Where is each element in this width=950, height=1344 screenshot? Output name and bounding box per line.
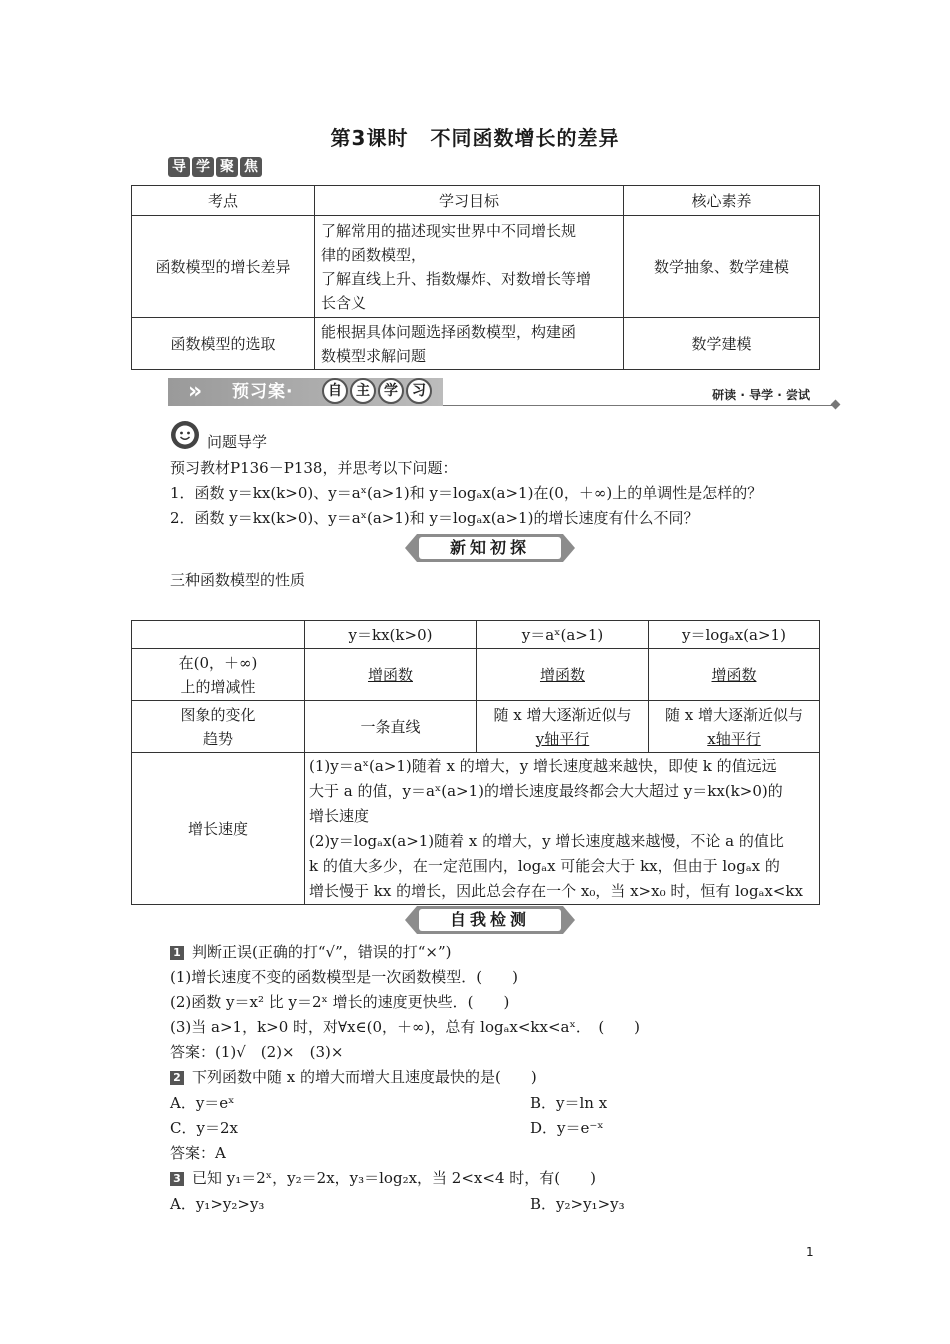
question-stem: 判断正误(正确的打“√”，错误的打“×”) — [192, 943, 452, 961]
trend-line: y轴平行 — [535, 729, 590, 748]
monotonic-value: 增函数 — [539, 665, 585, 684]
row-goal — [315, 318, 624, 370]
option-b: B．y₂>y₁>y₃ — [530, 1195, 625, 1213]
row-point: 函数模型的增长差异 — [132, 216, 315, 318]
trend-logarithmic — [649, 701, 820, 753]
row-label: 增长速度 — [132, 753, 305, 905]
banner-char: 学 — [378, 378, 404, 404]
row-point: 函数模型的选取 — [132, 318, 315, 370]
row-literacy: 数学抽象、数学建模 — [624, 216, 820, 318]
goal-line: 律的函数模型， — [321, 245, 427, 264]
new-knowledge-pill — [405, 534, 575, 562]
knowledge-heading: 三种函数模型的性质 — [170, 571, 306, 589]
trend-line: 随 x 增大逐渐近似与 — [493, 705, 632, 724]
answer: 答案：(1)√ (2)× (3)× — [170, 1043, 344, 1061]
banner-right-label: 研读 · 导学 · 尝试 — [712, 388, 810, 402]
judgment-item: (3)当 a>1，k>0 时，对∀x∈(0，＋∞)，总有 logₐx<kx<aˣ． ( ) — [170, 1018, 641, 1036]
header-literacy: 核心素养 — [624, 186, 820, 216]
table-row — [132, 649, 820, 701]
speed-description — [305, 753, 820, 905]
preview-question-2: 2．函数 y＝kx(k>0)、y＝aˣ(a>1)和 y＝logₐx(a>1)的增长速度有什么不同？ — [170, 509, 699, 527]
row-literacy: 数学建模 — [624, 318, 820, 370]
speed-line: 增长速度 — [309, 806, 370, 825]
label-line: 在(0，＋∞) — [178, 653, 258, 672]
objectives-table — [131, 185, 820, 370]
header-goal: 学习目标 — [315, 186, 624, 216]
row-label — [132, 701, 305, 753]
preview-question-1: 1．函数 y＝kx(k>0)、y＝aˣ(a>1)和 y＝logₐx(a>1)在(0，＋∞)上的单调性是怎样的？ — [170, 484, 763, 502]
table-row — [132, 701, 820, 753]
section-tag — [168, 157, 262, 177]
goal-line: 数模型求解问题 — [321, 346, 427, 365]
pill-label: 自我检测 — [419, 909, 561, 931]
row-goal — [315, 216, 624, 318]
table-row — [132, 753, 820, 905]
banner-char: 主 — [350, 378, 376, 404]
option-c: C．y＝2x — [170, 1119, 238, 1137]
judgment-item: (1)增长速度不变的函数模型是一次函数模型．( ) — [170, 968, 518, 986]
banner-chars — [322, 378, 432, 404]
page-title — [0, 122, 950, 151]
label-line: 趋势 — [202, 729, 233, 748]
banner-label: 预习案· — [232, 382, 294, 402]
trend-line: 随 x 增大逐渐近似与 — [665, 705, 803, 724]
preview-heading: 问题导学 — [207, 433, 268, 451]
question-1 — [170, 940, 452, 964]
question-3 — [170, 1166, 596, 1190]
question-2 — [170, 1065, 537, 1089]
label-line: 上的增减性 — [180, 677, 256, 696]
preview-banner — [168, 376, 838, 408]
tag-char: 导 — [168, 157, 190, 177]
header-linear: y＝kx(k>0) — [305, 621, 477, 649]
tag-char: 学 — [192, 157, 214, 177]
answer: 答案：A — [170, 1144, 226, 1162]
judgment-item: (2)函数 y＝x² 比 y＝2ˣ 增长的速度更快些．( ) — [170, 993, 510, 1011]
header-exponential: y＝aˣ(a>1) — [477, 621, 649, 649]
goal-line: 了解直线上升、指数爆炸、对数增长等增 — [321, 269, 592, 288]
goal-line: 能根据具体问题选择函数模型，构建函 — [321, 322, 577, 341]
diamond-icon — [831, 400, 841, 410]
question-number: 2 — [170, 1071, 184, 1085]
goal-line: 长含义 — [321, 293, 367, 312]
lesson-topic: 不同函数增长的差异 — [430, 126, 620, 150]
tag-char: 聚 — [216, 157, 238, 177]
page-number: 1 — [806, 1245, 814, 1259]
header-empty — [132, 621, 305, 649]
option-a: A．y＝eˣ — [170, 1094, 235, 1112]
trend-linear: 一条直线 — [305, 701, 477, 753]
row-label — [132, 649, 305, 701]
table-row — [132, 216, 820, 318]
question-number: 3 — [170, 1172, 184, 1186]
chevron-icon: » — [188, 379, 203, 404]
label-line: 图象的变化 — [180, 705, 256, 724]
speed-line: 增长慢于 kx 的增长，因此总会存在一个 x₀，当 x>x₀ 时，恒有 logₐx<kx — [309, 881, 803, 900]
function-properties-table — [131, 620, 820, 905]
pill-label: 新知初探 — [419, 537, 561, 559]
preview-intro: 预习教材P136－P138，并思考以下问题： — [170, 459, 458, 477]
smiley-icon — [170, 420, 200, 450]
header-logarithmic: y＝logₐx(a>1) — [649, 621, 820, 649]
speed-line: (1)y＝aˣ(a>1)随着 x 的增大，y 增长速度越来越快，即使 k 的值远远 — [309, 756, 777, 775]
option-a: A．y₁>y₂>y₃ — [170, 1195, 265, 1213]
question-stem: 下列函数中随 x 的增大而增大且速度最快的是( ) — [192, 1068, 537, 1086]
banner-char: 自 — [322, 378, 348, 404]
speed-line: (2)y＝logₐx(a>1)随着 x 的增大，y 增长速度越来越慢，不论 a 的值比 — [309, 831, 784, 850]
option-b: B．y＝ln x — [530, 1094, 608, 1112]
banner-char: 习 — [406, 378, 432, 404]
trend-exponential — [477, 701, 649, 753]
banner-rule — [443, 405, 835, 406]
self-check-pill — [405, 906, 575, 934]
question-number: 1 — [170, 946, 184, 960]
header-point: 考点 — [132, 186, 315, 216]
goal-line: 了解常用的描述现实世界中不同增长规 — [321, 221, 577, 240]
speed-line: 大于 a 的值，y＝aˣ(a>1)的增长速度最终都会大大超过 y＝kx(k>0)的 — [309, 781, 783, 800]
monotonic-value: 增函数 — [711, 665, 757, 684]
tag-char: 焦 — [240, 157, 262, 177]
question-stem: 已知 y₁＝2ˣ，y₂＝2x，y₃＝log₂x，当 2<x<4 时，有( ) — [192, 1169, 596, 1187]
monotonic-value: 增函数 — [367, 665, 413, 684]
speed-line: k 的值大多少，在一定范围内，logₐx 可能会大于 kx，但由于 logₐx 的 — [309, 856, 780, 875]
table-row — [132, 318, 820, 370]
option-d: D．y＝e⁻ˣ — [530, 1119, 604, 1137]
lesson-number: 第3课时 — [330, 126, 409, 150]
trend-line: x轴平行 — [707, 729, 761, 748]
